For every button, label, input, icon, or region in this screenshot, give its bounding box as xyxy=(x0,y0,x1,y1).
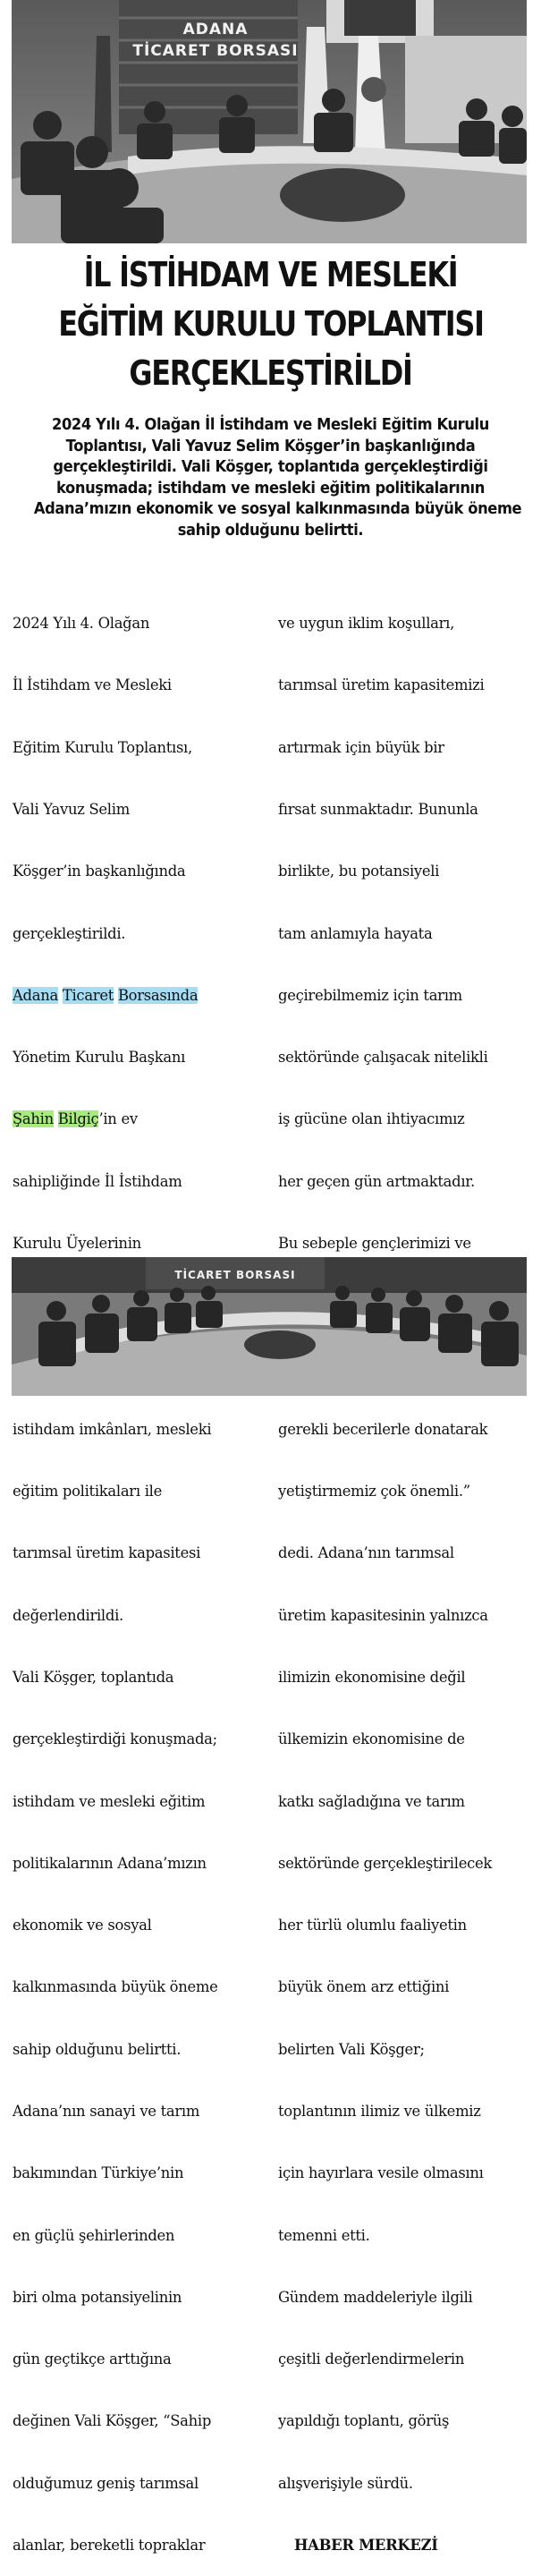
body-line: ve uygun iklim koşulları, xyxy=(278,615,455,633)
body-line: Kurulu Üyelerinin xyxy=(13,1235,141,1252)
headline-line-2: EĞİTİM KURULU TOPLANTISI xyxy=(58,304,484,344)
body-line: alışverişiyle sürdü. xyxy=(278,2474,413,2492)
body-line: Adana’nın sanayi ve tarım xyxy=(13,2102,200,2120)
body-line: her geçen gün artmaktadır. xyxy=(278,1172,475,1190)
headline-line-3: GERÇEKLEŞTİRİLDİ xyxy=(129,353,412,393)
body-column-left xyxy=(13,572,263,2576)
lead-line-2: Toplantısı, Vali Yavuz Selim Köşger’in başkanlığında xyxy=(65,437,476,455)
lead-line-4: konuşmada; istihdam ve mesleki eğitim politikalarının xyxy=(56,479,485,497)
lead-line-6: sahip olduğunu belirtti. xyxy=(177,521,364,540)
body-text: ’in ev xyxy=(98,1110,138,1128)
body-line: gerekli becerilerle donatarak xyxy=(278,1420,488,1438)
body-line: en güçlü şehirlerinden xyxy=(13,2226,175,2244)
body-line: Vali Yavuz Selim xyxy=(13,801,130,819)
body-line: gerçekleştirildi. xyxy=(13,924,126,942)
body-line: Yönetim Kurulu Başkanı xyxy=(13,1049,186,1067)
body-line: yapıldığı toplantı, görüş xyxy=(278,2412,450,2430)
body-line: belirten Vali Köşger; xyxy=(278,2040,425,2058)
body-line: değerlendirildi. xyxy=(13,1606,123,1624)
body-line: ekonomik ve sosyal xyxy=(13,1917,152,1934)
body-line: değinen Vali Köşger, “Sahip xyxy=(13,2412,212,2430)
body-line: tam anlamıyla hayata xyxy=(278,924,433,942)
body-line: Vali Köşger, toplantıda xyxy=(13,1668,174,1686)
body-line: Eğitim Kurulu Toplantısı, xyxy=(13,738,192,756)
headline xyxy=(58,251,483,398)
body-line: Köşger’in başkanlığında xyxy=(13,863,186,880)
bottom-photo-scene xyxy=(12,1257,527,1396)
lead-line-5: Adana’mızın ekonomik ve sosyal kalkınmasında büyük öneme xyxy=(33,500,522,518)
body-line: istihdam imkânları, mesleki xyxy=(13,1420,212,1438)
body-line: artırmak için büyük bir xyxy=(278,738,444,756)
top-meeting-photo xyxy=(12,0,527,243)
body-line: toplantının ilimiz ve ülkemiz xyxy=(278,2102,481,2120)
body-line: çeşitli değerlendirmelerin xyxy=(278,2351,465,2368)
top-photo-scene xyxy=(12,0,527,243)
body-line: temenni etti. xyxy=(278,2226,370,2244)
body-line: iş gücüne olan ihtiyacımız xyxy=(278,1110,465,1128)
body-line: İl İstihdam ve Mesleki xyxy=(13,676,172,694)
body-line: sahipliğinde İl İstihdam xyxy=(13,1172,182,1190)
body-line: biri olma potansiyelinin xyxy=(13,2288,182,2306)
body-line: alanlar, bereketli topraklar xyxy=(13,2536,206,2554)
body-line: ilimizin ekonomisine değil xyxy=(278,1668,466,1686)
body-line: olduğumuz geniş tarımsal xyxy=(13,2474,199,2492)
body-line: her türlü olumlu faaliyetin xyxy=(278,1917,467,1934)
body-line-highlighted xyxy=(13,985,263,1006)
body-line: kalkınmasında büyük öneme xyxy=(13,1978,218,1996)
body-line: ülkemizin ekonomisine de xyxy=(278,1730,465,1748)
body-line: büyük önem arz ettiğini xyxy=(278,1978,450,1996)
body-line: sahip olduğunu belirtti. xyxy=(13,2040,182,2058)
wall-sign-line1: ADANA xyxy=(182,21,249,38)
body-line: istihdam ve mesleki eğitim xyxy=(13,1792,206,1810)
body-line: tarımsal üretim kapasitemizi xyxy=(278,676,485,694)
body-line: gün geçtikçe arttığına xyxy=(13,2351,172,2368)
body-line: tarımsal üretim kapasitesi xyxy=(13,1544,201,1562)
bottom-wall-sign: TİCARET BORSASI xyxy=(174,1269,296,1281)
body-line: Gündem maddeleriyle ilgili xyxy=(278,2288,473,2306)
bottom-meeting-photo xyxy=(12,1257,527,1396)
body-line: sektöründe çalışacak nitelikli xyxy=(278,1049,488,1067)
lead-paragraph xyxy=(16,415,525,541)
body-line: geçirebilmemiz için tarım xyxy=(278,986,462,1004)
headline-line-1: İL İSTİHDAM VE MESLEKİ xyxy=(83,255,458,294)
body-line: bakımından Türkiye’nin xyxy=(13,2164,184,2182)
body-line: birlikte, bu potansiyeli xyxy=(278,863,440,880)
highlight-borsasinda: Borsasında xyxy=(117,986,199,1004)
highlight-sahin: Şahin xyxy=(13,1110,54,1128)
body-line: üretim kapasitesinin yalnızca xyxy=(278,1606,488,1624)
body-line: politikalarının Adana’mızın xyxy=(13,1854,207,1872)
body-line: sektöründe gerçekleştirilecek xyxy=(278,1854,493,1872)
byline: HABER MERKEZİ xyxy=(294,2536,438,2554)
body-line: için hayırlara vesile olmasını xyxy=(278,2164,484,2182)
body-line: katkı sağladığına ve tarım xyxy=(278,1792,465,1810)
body-line: Bu sebeple gençlerimizi ve xyxy=(278,1235,471,1252)
lead-line-1: 2024 Yılı 4. Olağan İl İstihdam ve Mesleki Eğitim Kurulu xyxy=(52,416,489,434)
body-line: eğitim politikaları ile xyxy=(13,1483,162,1501)
wall-sign-line2: TİCARET BORSASI xyxy=(132,42,299,60)
body-line: gerçekleştirdiği konuşmada; xyxy=(13,1730,217,1748)
body-line: fırsat sunmaktadır. Bununla xyxy=(278,801,478,819)
body-column-right xyxy=(278,572,533,2576)
body-line-highlighted xyxy=(13,1109,263,1129)
body-line: dedi. Adana’nın tarımsal xyxy=(278,1544,454,1562)
body-line: yetiştirmemiz çok önemli.” xyxy=(278,1483,470,1501)
lead-line-3: gerçekleştirildi. Vali Köşger, toplantıda gerçekleştirdiği xyxy=(53,458,488,476)
highlight-ticaret: Ticaret xyxy=(62,986,114,1004)
highlight-bilgic: Bilgiç xyxy=(57,1110,99,1128)
highlight-adana: Adana xyxy=(13,986,58,1004)
body-line: 2024 Yılı 4. Olağan xyxy=(13,615,150,633)
